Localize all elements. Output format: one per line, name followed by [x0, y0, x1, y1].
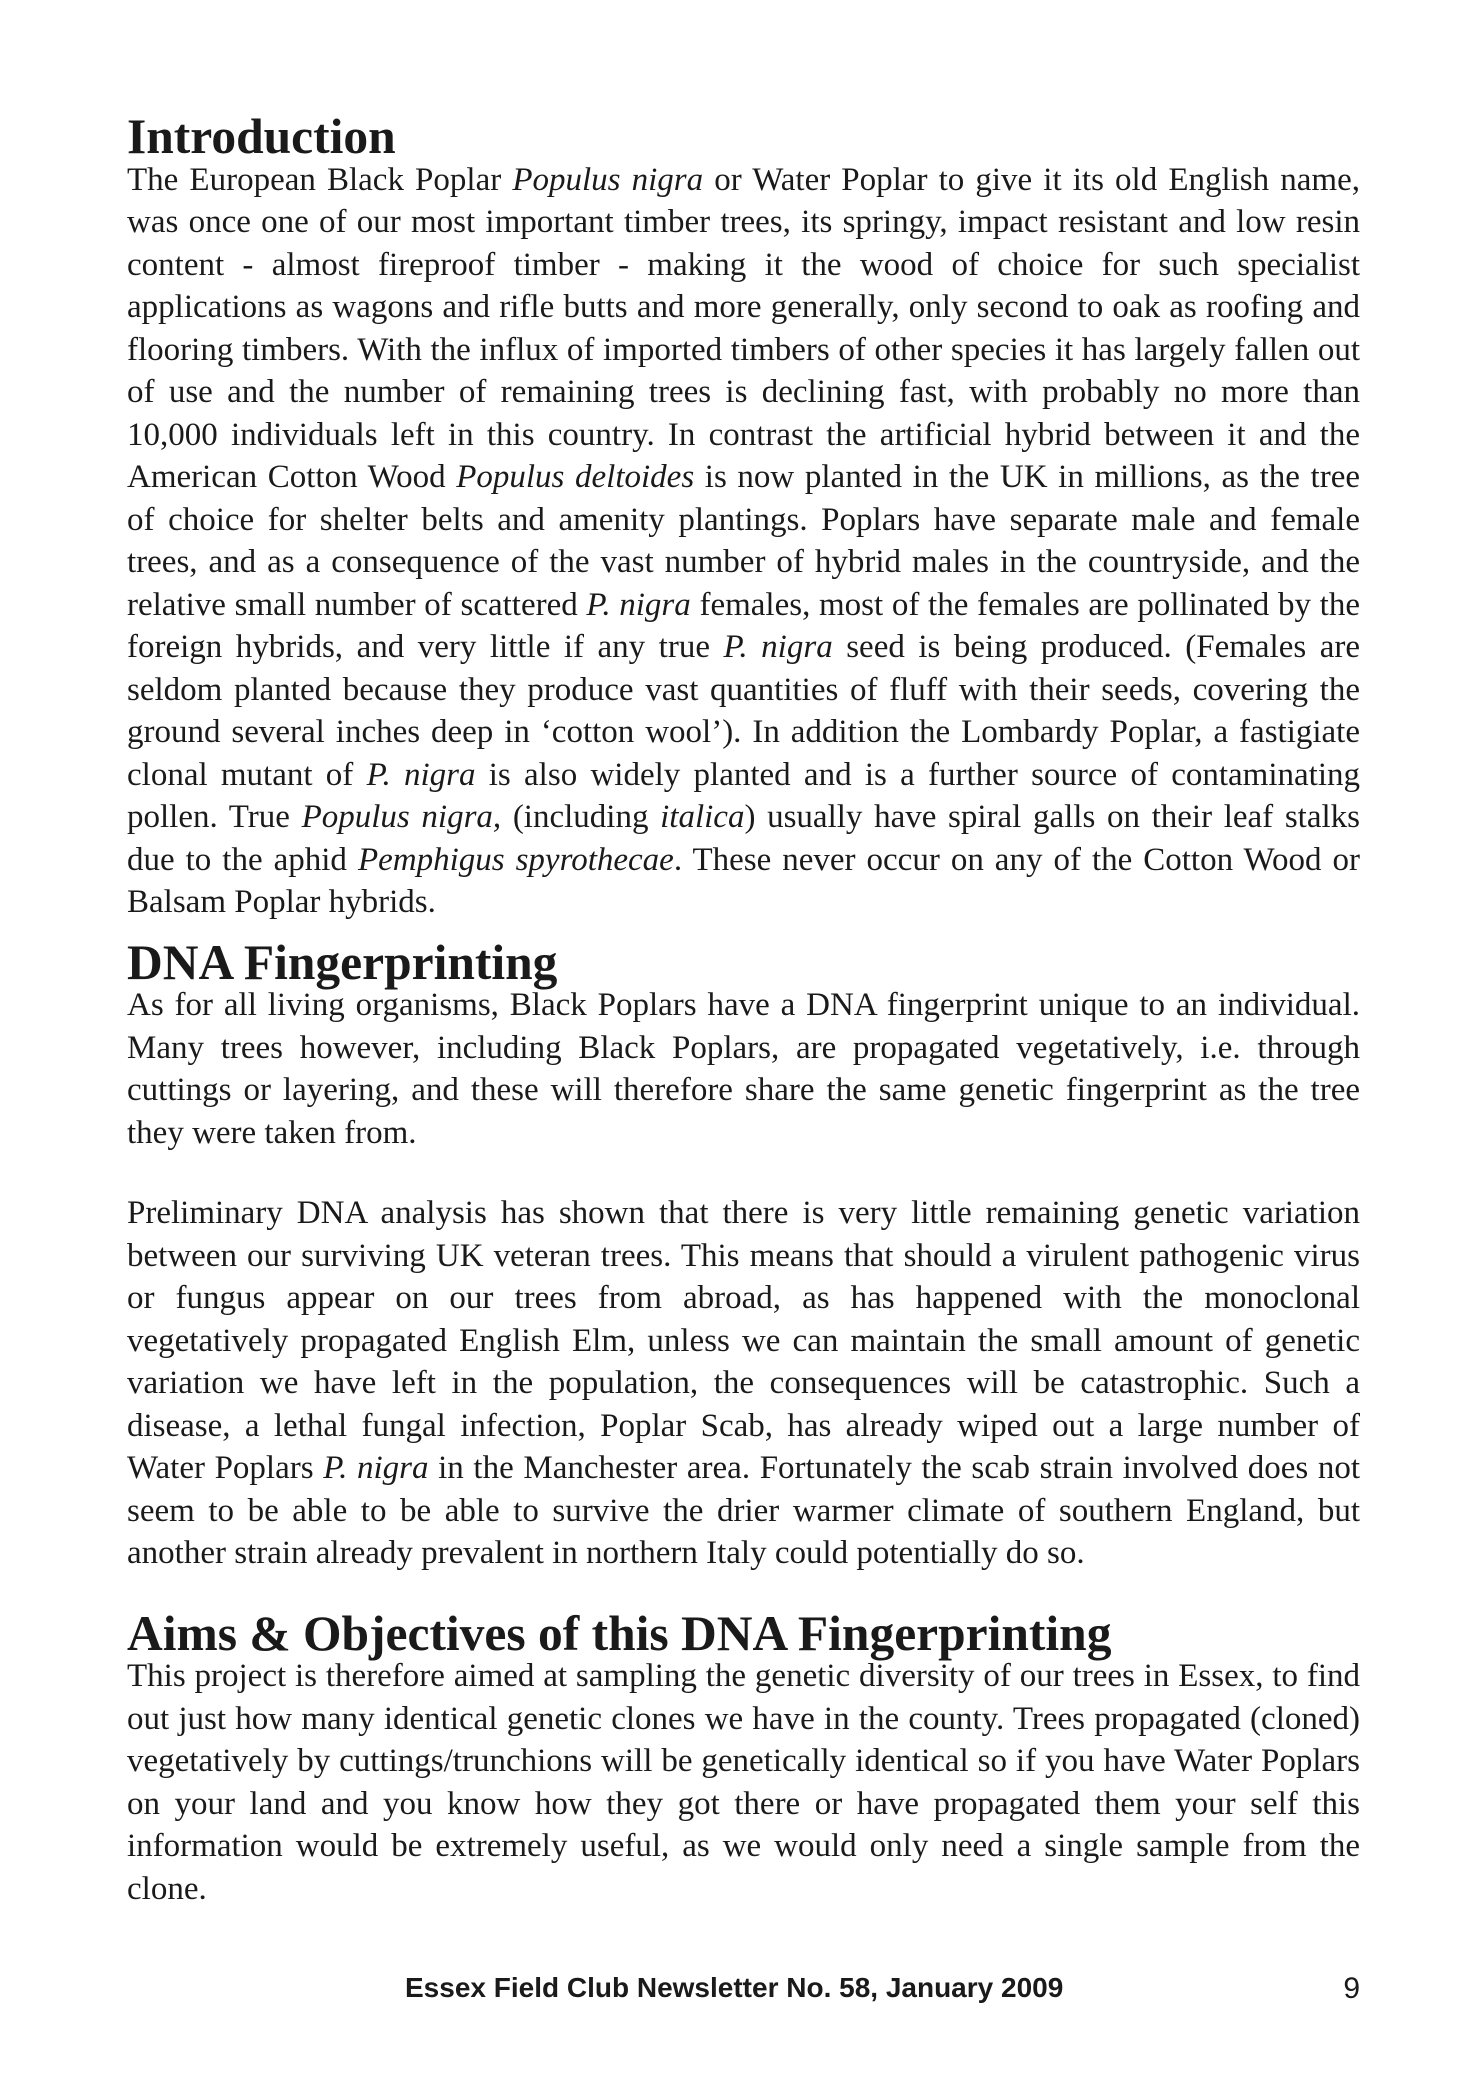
- introduction-paragraph: The European Black Poplar Populus nigra or Water Poplar to give it its old English name, was once one of our most important timber trees, its springy, impact resistant and low resin content - almost fireproof timber - making it the wood of choice for such specialist applications as wagons and rifle butts and more generally, only second to oak as roofing and flooring timbers. With the influx of imported timbers of other species it has largely fallen out of use and the number of remaining trees is declining fast, with probably no more than 10,000 individuals left in this country. In contrast the artificial hybrid between it and the American Cotton Wood Populus deltoides is now planted in the UK in millions, as the tree of choice for shelter belts and amenity plantings. Poplars have separate male and female trees, and as a consequence of the vast number of hybrid males in the countryside, and the relative small number of scattered P. nigra females, most of the females are pollinated by the foreign hybrids, and very little if any true P. nigra seed is being produced. (Females are seldom planted because they produce vast quantities of fluff with their seeds, covering the ground several inches deep in ‘cotton wool’). In addition the Lombardy Poplar, a fastigiate clonal mutant of P. nigra is also widely planted and is a further source of contaminating pollen. True Populus nigra, (including italica) usually have spiral galls on their leaf stalks due to the aphid Pemphigus spyrothecae. These never occur on any of the Cotton Wood or Balsam Poplar hybrids.: [127, 161, 1361, 920]
- italic-term: Populus nigra,: [301, 799, 502, 835]
- italic-term: Populus deltoides: [456, 459, 695, 495]
- dna-fingerprinting-paragraph-2: Preliminary DNA analysis has shown that there is very little remaining genetic variation between our surviving UK veteran trees. This means that should a virulent pathogenic virus or fungus appear on our trees from abroad, as has happened with the monoclonal vegetatively propagated English Elm, unless we can maintain the small amount of genetic variation we have left in the population, the consequences will be catastrophic. Such a disease, a lethal fungal infection, Poplar Scab, has already wiped out a large number of Water Poplars P. nigra in the Manchester area. Fortunately the scab strain involved does not seem to be able to be able to survive the drier warmer climate of southern England, but another strain already prevalent in northern Italy could potentially do so.: [127, 1195, 1360, 1571]
- dna-fingerprinting-paragraph-1: As for all living organisms, Black Poplars have a DNA fingerprint unique to an individual. Many trees however, including Black Poplars, are propagated vegetatively, i.e. through cuttings or layering, and these will therefore share the same genetic fingerprint as the tree they were taken from.: [127, 987, 1360, 1151]
- italic-term: P. nigra: [366, 756, 476, 793]
- newsletter-title: Essex Field Club Newsletter No. 58, January 2009: [405, 1972, 1064, 2003]
- section-heading-introduction: Introduction: [127, 109, 396, 164]
- italic-term: italica: [660, 799, 745, 835]
- italic-term: P. nigra: [586, 586, 691, 623]
- aims-paragraph: This project is therefore aimed at sampling the genetic diversity of our trees in Essex, to find out just how many identical genetic clones we have in the county. Trees propagated (cloned) vegetatively by cuttings/trunchions will be genetically identical so if you have Water Poplars on your land and you know how they got there or have propagated them your self this information would be extremely useful, as we would only need a single sample from the clone.: [127, 1658, 1360, 1907]
- italic-term: P. nigra: [323, 1450, 429, 1486]
- italic-term: Populus nigra: [512, 161, 704, 198]
- italic-term: P. nigra: [723, 629, 833, 665]
- section-heading-dna-fingerprinting: DNA Fingerprinting: [127, 934, 558, 990]
- page-number: 9: [1343, 1972, 1360, 2005]
- italic-term: Pemphigus spyrothecae: [357, 841, 674, 878]
- page-body: [127, 109, 1361, 1910]
- section-heading-aims: Aims & Objectives of this DNA Fingerprinting: [127, 1605, 1112, 1661]
